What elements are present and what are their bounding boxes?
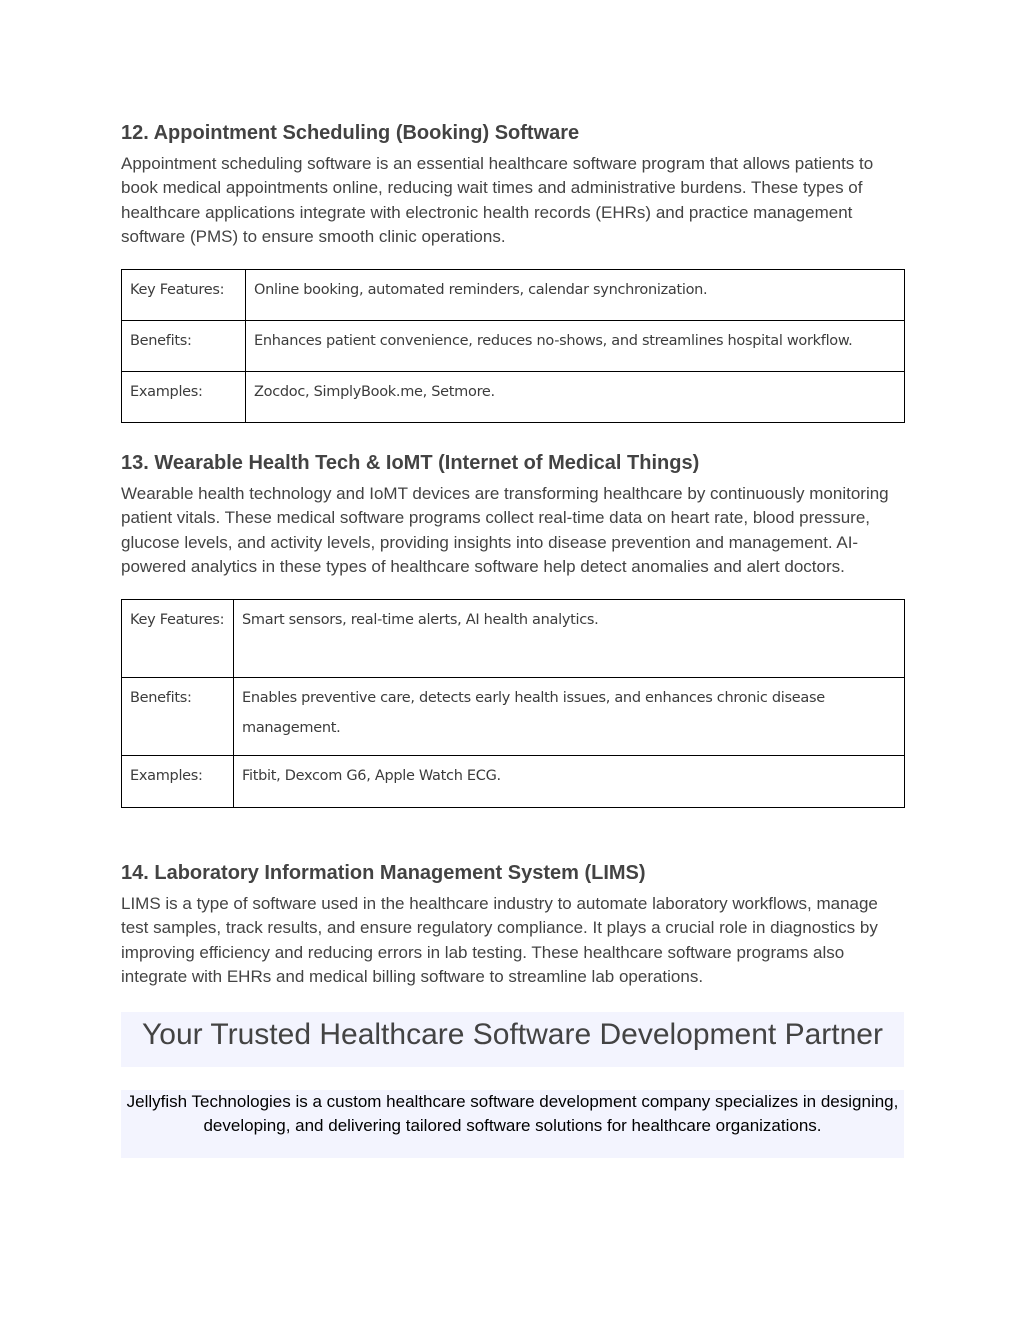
promo-title: Your Trusted Healthcare Software Development Partner xyxy=(121,1012,904,1067)
section-paragraph: Wearable health technology and IoMT devices are transforming healthcare by continuously monitoring patient vitals. These medical software programs collect real-time data on heart rate, blood pressure, glucose levels, and activity levels, providing insights into disease prevention and management. AI-powered analytics in these types of healthcare software help detect anomalies and alert doctors. xyxy=(121,484,889,577)
table-label-cell: Key Features: xyxy=(122,599,234,677)
info-table xyxy=(121,269,905,423)
table-row xyxy=(122,599,905,677)
section-heading: 12. Appointment Scheduling (Booking) Software xyxy=(121,122,580,144)
table-row xyxy=(122,320,905,371)
table-label-cell: Key Features: xyxy=(122,269,246,320)
promo-text: Jellyfish Technologies is a custom healthcare software development company specializes in designing, developing, and delivering tailored software solutions for healthcare organizations. xyxy=(121,1090,904,1158)
table-label-cell: Examples: xyxy=(122,755,234,807)
section-heading: 13. Wearable Health Tech & IoMT (Internet of Medical Things) xyxy=(121,452,700,474)
section-appointment-scheduling xyxy=(121,119,905,423)
info-table xyxy=(121,599,905,808)
table-row xyxy=(122,269,905,320)
section-heading: 14. Laboratory Information Management System (LIMS) xyxy=(121,862,646,884)
table-value-cell: Online booking, automated reminders, calendar synchronization. xyxy=(246,269,905,320)
table-value-cell: Zocdoc, SimplyBook.me, Setmore. xyxy=(246,371,905,422)
table-row xyxy=(122,677,905,755)
table-value-cell: Fitbit, Dexcom G6, Apple Watch ECG. xyxy=(234,755,905,807)
table-value-cell: Smart sensors, real-time alerts, AI health analytics. xyxy=(234,599,905,677)
section-paragraph: LIMS is a type of software used in the healthcare industry to automate laboratory workflows, manage test samples, track results, and ensure regulatory compliance. It plays a crucial role in diagnostics by improving efficiency and reducing errors in lab testing. These healthcare software programs also integrate with EHRs and medical billing software to streamline lab operations. xyxy=(121,894,878,987)
table-label-cell: Benefits: xyxy=(122,677,234,755)
section-wearable-health-tech xyxy=(121,449,905,808)
table-row xyxy=(122,755,905,807)
table-label-cell: Benefits: xyxy=(122,320,246,371)
table-value-cell: Enhances patient convenience, reduces no-shows, and streamlines hospital workflow. xyxy=(246,320,905,371)
table-row xyxy=(122,371,905,422)
table-label-cell: Examples: xyxy=(122,371,246,422)
section-lims xyxy=(121,859,905,990)
section-paragraph: Appointment scheduling software is an essential healthcare software program that allows patients to book medical appointments online, reducing wait times and administrative burdens. These types of healthcare applications integrate with electronic health records (EHRs) and practice management software (PMS) to ensure smooth clinic operations. xyxy=(121,154,874,247)
table-value-cell: Enables preventive care, detects early health issues, and enhances chronic disease management. xyxy=(234,677,905,755)
